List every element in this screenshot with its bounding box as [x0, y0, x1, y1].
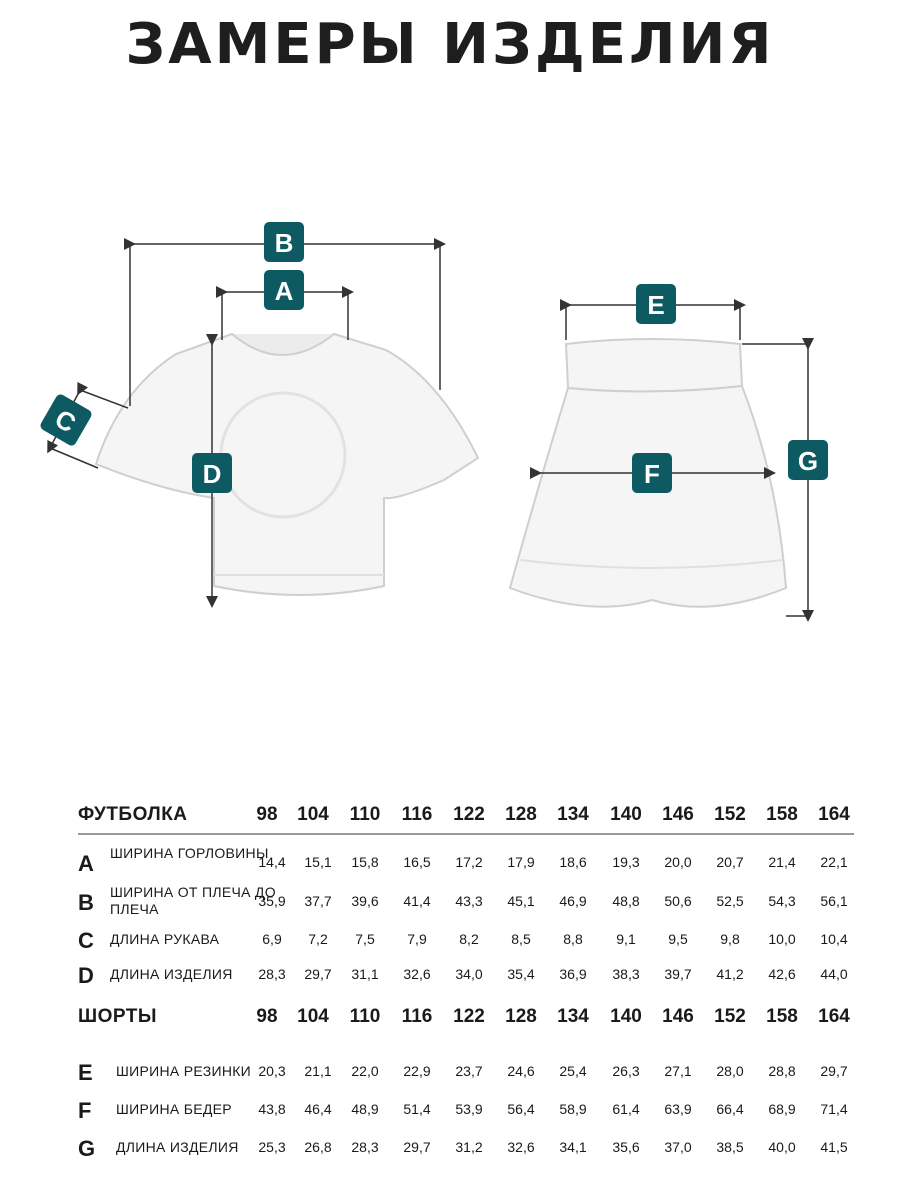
size-header: 158: [766, 1006, 798, 1027]
table-cell: 9,8: [720, 931, 740, 947]
table-cell: 28,0: [716, 1063, 744, 1079]
table-cell: 28,3: [258, 966, 286, 982]
table-cell: 24,6: [507, 1063, 535, 1079]
table-cell: 48,9: [351, 1101, 379, 1117]
table-cell: 8,8: [563, 931, 583, 947]
page-title: ЗАМЕРЫ ИЗДЕЛИЯ: [125, 12, 775, 77]
table-cell: 10,4: [820, 931, 848, 947]
table-cell: 66,4: [716, 1101, 744, 1117]
table-cell: 21,1: [304, 1063, 332, 1079]
row-description: ШИРИНА БЕДЕР: [116, 1101, 232, 1117]
table-cell: 38,3: [612, 966, 640, 982]
marker-c: [39, 393, 94, 448]
size-header: 122: [453, 1006, 485, 1027]
table-cell: 37,7: [304, 893, 332, 909]
table-cell: 42,6: [768, 966, 796, 982]
table-cell: 56,4: [507, 1101, 535, 1117]
size-header: 116: [401, 1006, 433, 1027]
table-cell: 28,3: [351, 1139, 379, 1155]
table-cell: 39,7: [664, 966, 692, 982]
table-cell: 56,1: [820, 893, 848, 909]
table-cell: 35,9: [258, 893, 286, 909]
table-cell: 41,2: [716, 966, 744, 982]
size-header: 110: [349, 804, 381, 825]
table-cell: 16,5: [403, 854, 431, 870]
svg-text:G: G: [797, 446, 819, 476]
row-letter: F: [78, 1098, 92, 1123]
table-cell: 39,6: [351, 893, 379, 909]
row-description: ШИРИНА РЕЗИНКИ: [116, 1063, 252, 1079]
shorts-label: ШОРТЫ: [78, 1006, 158, 1027]
table-cell: 34,1: [559, 1139, 587, 1155]
table-cell: 9,1: [616, 931, 636, 947]
table-cell: 26,8: [304, 1139, 332, 1155]
table-row: [78, 922, 854, 962]
table-cell: 27,1: [664, 1063, 692, 1079]
table-cell: 28,8: [768, 1063, 796, 1079]
table-cell: 20,7: [716, 854, 744, 870]
table-cell: 6,9: [262, 931, 282, 947]
table-cell: 8,5: [511, 931, 531, 947]
table-cell: 34,0: [455, 966, 483, 982]
table-cell: 41,4: [403, 893, 431, 909]
size-header: 164: [818, 804, 850, 825]
table-cell: 29,7: [304, 966, 332, 982]
size-header: 152: [714, 804, 746, 825]
table-cell: 44,0: [820, 966, 848, 982]
table-row: [78, 1092, 854, 1132]
row-description: ШИРИНА ОТ ПЛЕЧА ДО ПЛЕЧА: [110, 884, 276, 917]
size-header: 122: [453, 804, 485, 825]
table-row: [78, 1130, 854, 1170]
table-cell: 43,8: [258, 1101, 286, 1117]
table-cell: 53,9: [455, 1101, 483, 1117]
svg-text:D: D: [202, 459, 222, 489]
table-row: [78, 884, 854, 924]
table-cell: 40,0: [768, 1139, 796, 1155]
table-cell: 10,0: [768, 931, 796, 947]
table-cell: 22,0: [351, 1063, 379, 1079]
table-cell: 23,7: [455, 1063, 483, 1079]
svg-text:A: A: [274, 276, 294, 306]
table-cell: 32,6: [403, 966, 431, 982]
table-row: [78, 957, 854, 997]
table-cell: 68,9: [768, 1101, 796, 1117]
table-cell: 9,5: [668, 931, 688, 947]
table-cell: 14,4: [258, 854, 286, 870]
size-header: 146: [662, 1006, 694, 1027]
table-cell: 7,5: [355, 931, 375, 947]
table-cell: 46,4: [304, 1101, 332, 1117]
table-cell: 7,2: [308, 931, 328, 947]
size-header: 140: [610, 1006, 642, 1027]
size-header: 140: [610, 804, 642, 825]
table-cell: 15,1: [304, 854, 332, 870]
table-cell: 25,3: [258, 1139, 286, 1155]
table-cell: 35,6: [612, 1139, 640, 1155]
size-header: 110: [349, 1006, 381, 1027]
table-cell: 52,5: [716, 893, 744, 909]
row-description: ШИРИНА ГОРЛОВИНЫ: [110, 845, 269, 861]
size-header: 104: [297, 804, 329, 825]
row-letter: C: [78, 928, 94, 953]
row-description: ДЛИНА ИЗДЕЛИЯ: [116, 1139, 239, 1155]
table-cell: 21,4: [768, 854, 796, 870]
svg-text:C: C: [49, 403, 82, 439]
table-cell: 31,1: [351, 966, 379, 982]
row-letter: A: [78, 851, 94, 876]
svg-text:B: B: [274, 228, 294, 258]
svg-text:E: E: [647, 290, 665, 320]
table-row: [78, 1054, 854, 1094]
table-cell: 43,3: [455, 893, 483, 909]
table-cell: 50,6: [664, 893, 692, 909]
row-letter: G: [78, 1136, 96, 1161]
size-header: 98: [256, 804, 278, 825]
marker-f: [632, 453, 672, 493]
tshirt-image: [96, 334, 478, 595]
table-cell: 29,7: [820, 1063, 848, 1079]
table-cell: 61,4: [612, 1101, 640, 1117]
size-header: 158: [766, 804, 798, 825]
table-cell: 37,0: [664, 1139, 692, 1155]
table-cell: 48,8: [612, 893, 640, 909]
table-cell: 17,9: [507, 854, 535, 870]
table-cell: 41,5: [820, 1139, 848, 1155]
size-header: 116: [401, 804, 433, 825]
shorts-table-header: [78, 1002, 854, 1038]
table-cell: 29,7: [403, 1139, 431, 1155]
table-cell: 36,9: [559, 966, 587, 982]
table-cell: 58,9: [559, 1101, 587, 1117]
table-cell: 51,4: [403, 1101, 431, 1117]
table-cell: 17,2: [455, 854, 483, 870]
row-letter: B: [78, 890, 94, 915]
header-divider: [78, 833, 854, 835]
size-header: 128: [505, 1006, 537, 1027]
size-header: 104: [297, 1006, 329, 1027]
table-row: [78, 845, 854, 885]
table-cell: 8,2: [459, 931, 479, 947]
svg-text:F: F: [644, 459, 660, 489]
row-description: ДЛИНА РУКАВА: [110, 931, 220, 947]
table-cell: 20,3: [258, 1063, 286, 1079]
table-cell: 63,9: [664, 1101, 692, 1117]
marker-e: [636, 284, 676, 324]
size-header: 152: [714, 1006, 746, 1027]
size-header: 128: [505, 804, 537, 825]
size-header: 134: [557, 804, 589, 825]
table-cell: 54,3: [768, 893, 796, 909]
row-letter: E: [78, 1060, 93, 1085]
size-header: 164: [818, 1006, 850, 1027]
table-cell: 26,3: [612, 1063, 640, 1079]
marker-b: [264, 222, 304, 262]
size-header: 146: [662, 804, 694, 825]
table-cell: 15,8: [351, 854, 379, 870]
table-cell: 18,6: [559, 854, 587, 870]
tshirt-table-header: [78, 800, 854, 836]
table-cell: 45,1: [507, 893, 535, 909]
table-cell: 25,4: [559, 1063, 587, 1079]
table-cell: 31,2: [455, 1139, 483, 1155]
marker-a: [264, 270, 304, 310]
garment-illustration: [0, 180, 900, 640]
table-cell: 46,9: [559, 893, 587, 909]
table-cell: 7,9: [407, 931, 427, 947]
marker-d: [192, 453, 232, 493]
table-cell: 22,9: [403, 1063, 431, 1079]
row-letter: D: [78, 963, 94, 988]
tshirt-label: ФУТБОЛКА: [78, 804, 188, 825]
table-cell: 32,6: [507, 1139, 535, 1155]
marker-g: [788, 440, 828, 480]
row-description: ДЛИНА ИЗДЕЛИЯ: [110, 966, 233, 982]
size-header: 98: [256, 1006, 278, 1027]
table-cell: 20,0: [664, 854, 692, 870]
table-cell: 38,5: [716, 1139, 744, 1155]
table-cell: 19,3: [612, 854, 640, 870]
table-cell: 71,4: [820, 1101, 848, 1117]
size-header: 134: [557, 1006, 589, 1027]
table-cell: 35,4: [507, 966, 535, 982]
table-cell: 22,1: [820, 854, 848, 870]
